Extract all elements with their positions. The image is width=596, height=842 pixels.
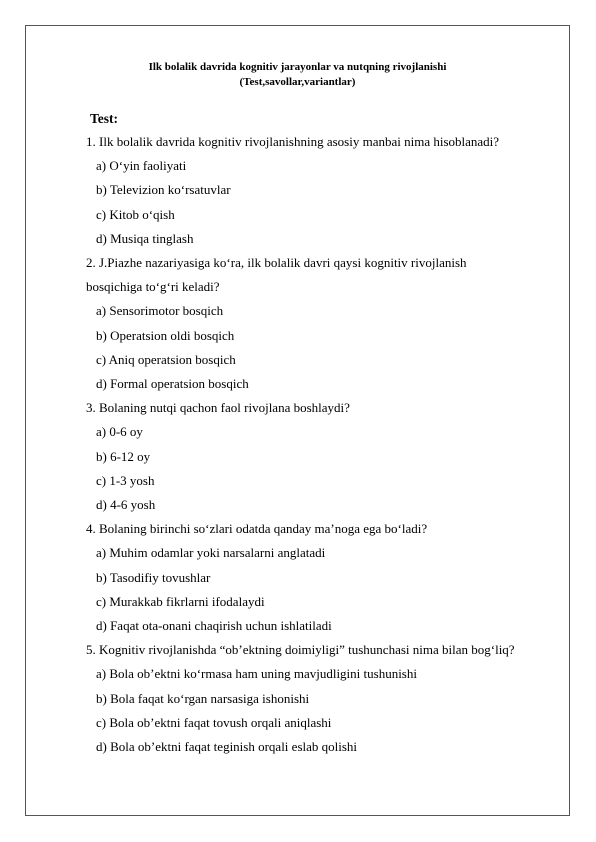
question-5-option-a: a) Bola ob’ektni ko‘rmasa ham uning mavjudligini tushunishi [96,666,417,682]
question-3-option-d: d) 4-6 yosh [96,497,156,513]
question-3-option-b: b) 6-12 oy [96,448,151,464]
question-5-option-d: d) Bola ob’ektni faqat teginish orqali eslab qolishi [96,739,358,755]
question-1-option-d: d) Musiqa tinglash [96,230,194,246]
question-2-option-c: c) Aniq operatsion bosqich [96,351,236,367]
question-1-option-a: a) O‘yin faoliyati [96,158,187,174]
document-subtitle: (Test,savollar,variantlar) [239,76,356,88]
question-4 [88,517,558,638]
question-3-option-c: c) 1-3 yosh [96,472,155,488]
question-1-text: 1. Ilk bolalik davrida kognitiv rivojlanishning asosiy manbai nima hisoblanadi? [86,134,500,149]
question-4-option-c: c) Murakkab fikrlarni ifodalaydi [96,593,265,609]
question-1 [88,130,558,251]
question-2-text-line-2: bosqichiga to‘g‘ri keladi? [86,279,220,295]
question-2-option-d: d) Formal operatsion bosqich [96,376,249,392]
question-2-option-b: b) Operatsion oldi bosqich [96,327,235,343]
question-4-option-d: d) Faqat ota-onani chaqirish uchun ishlatiladi [96,618,332,634]
question-5 [88,638,558,759]
question-4-option-b: b) Tasodifiy tovushlar [96,569,211,585]
question-5-option-b: b) Bola faqat ko‘rgan narsasiga ishonishi [96,690,310,706]
document-title: Ilk bolalik davrida kognitiv jarayonlar va nutqning rivojlanishi [148,61,447,73]
question-2-text-line-1: 2. J.Piazhe nazariyasiga ko‘ra, ilk bolalik davri qaysi kognitiv rivojlanish [86,255,467,271]
question-1-option-c: c) Kitob o‘qish [96,206,175,222]
question-2-option-a: a) Sensorimotor bosqich [96,303,224,319]
question-5-option-c: c) Bola ob’ektni faqat tovush orqali aniqlashi [96,714,332,730]
question-4-text: 4. Bolaning birinchi so‘zlari odatda qanday ma’noga ega bo‘ladi? [86,521,428,537]
question-3 [88,396,558,517]
question-2 [88,251,558,396]
question-5-text: 5. Kognitiv rivojlanishda “ob’ektning doimiyligi” tushunchasi nima bilan bog‘liq? [86,642,515,658]
question-1-option-b: b) Televizion ko‘rsatuvlar [96,182,231,198]
question-3-option-a: a) 0-6 oy [96,424,143,440]
question-3-text: 3. Bolaning nutqi qachon faol rivojlana boshlaydi? [86,400,350,416]
document-body [88,108,558,759]
document-header [25,60,570,90]
section-title: Test: [90,111,119,126]
question-4-option-a: a) Muhim odamlar yoki narsalarni anglatadi [96,545,326,561]
